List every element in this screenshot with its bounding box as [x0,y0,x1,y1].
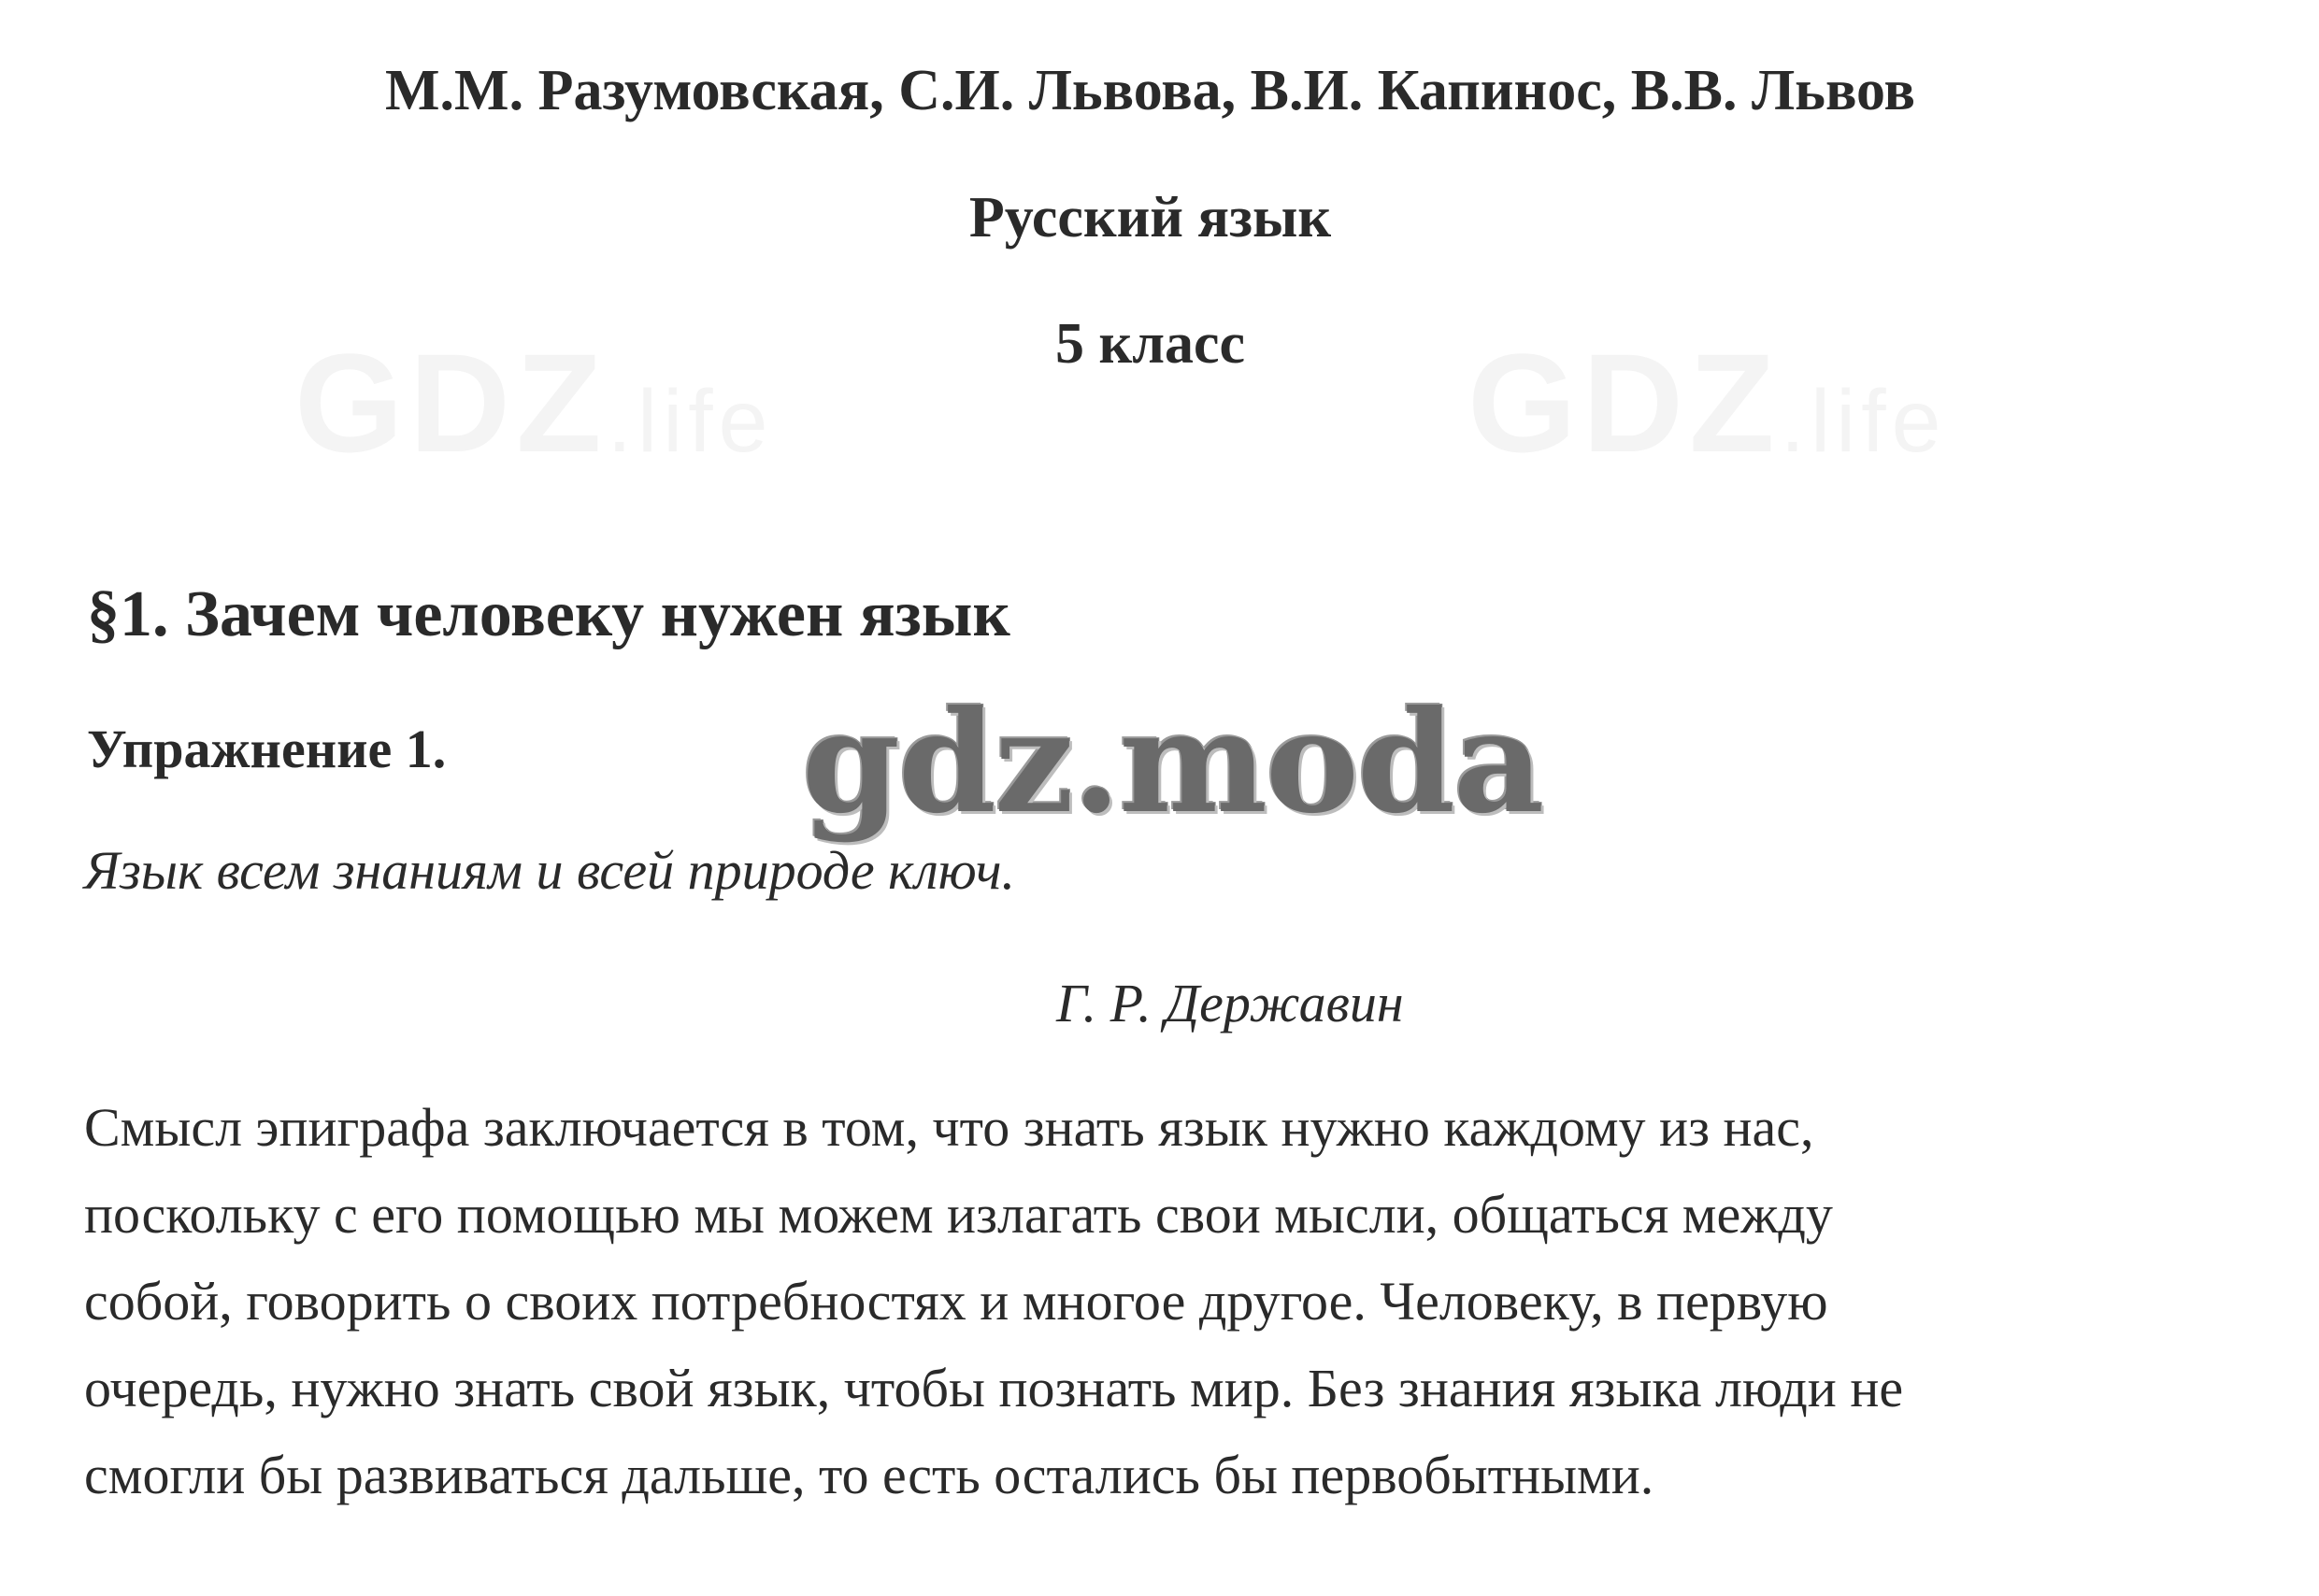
answer-paragraph [84,1084,2262,1518]
section-title: §1. Зачем человеку нужен язык [87,578,1010,650]
book-authors: М.М. Разумовская, С.И. Львова, В.И. Капинос, В.В. Львов [385,59,1915,122]
answer-line: Смысл эпиграфа заключается в том, что знать язык нужно каждому из нас, [84,1097,1814,1158]
book-subject: Русский язык [968,186,1332,249]
answer-line: собой, говорить о своих потребностях и многое другое. Человеку, в первую [84,1271,1828,1332]
epigraph-author: Г. Р. Державин [1056,973,1404,1033]
site-watermark-logo: gdz.moda [802,680,1543,845]
answer-line: поскольку с его помощью мы можем излагать свои мысли, общаться между [84,1184,1833,1245]
answer-line: смогли бы развиваться дальше, то есть остались бы первобытными. [84,1445,1654,1505]
book-grade: 5 класс [1054,312,1246,376]
epigraph-quote: Язык всем знаниям и всей природе ключ. [84,840,1016,901]
exercise-title: Упражнение 1. [87,719,447,779]
answer-line: очередь, нужно знать свой язык, чтобы познать мир. Без знания языка люди не [84,1358,1904,1418]
background-watermark-logo: GDZ.life [1467,324,1947,481]
background-watermark-logo: GDZ.life [294,324,774,481]
